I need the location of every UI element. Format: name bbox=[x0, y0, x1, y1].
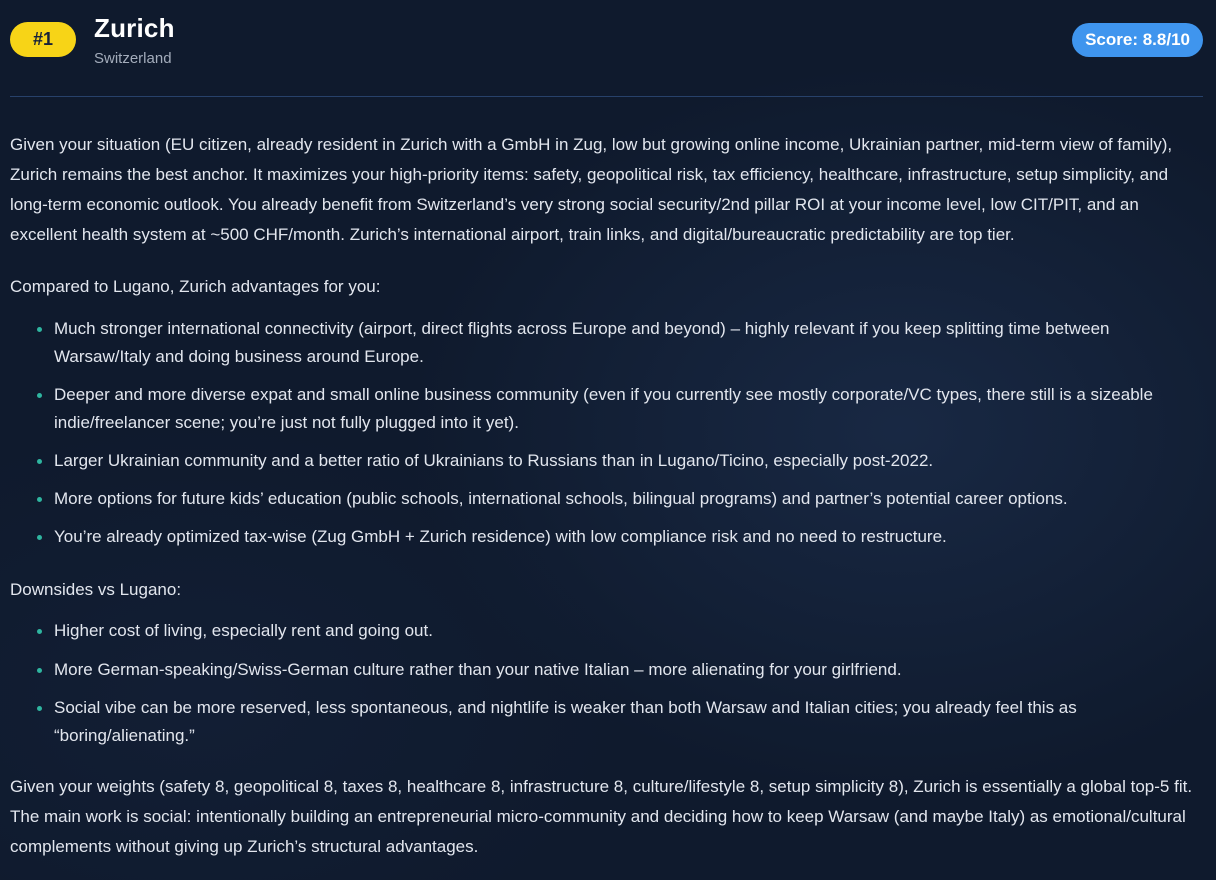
list-item bbox=[10, 381, 1203, 437]
list-item bbox=[10, 523, 1203, 551]
list-item-text: Larger Ukrainian community and a better ratio of Ukrainians to Russians than in Lugano/Ticino, especially post-2022. bbox=[54, 451, 934, 470]
advantages-heading: Compared to Lugano, Zurich advantages for you: bbox=[10, 277, 381, 296]
list-item-text: Social vibe can be more reserved, less spontaneous, and nightlife is weaker than both Warsaw and Italian cities; you already feel this as “boring/alienating.” bbox=[54, 698, 1077, 745]
conclusion-paragraph: Given your weights (safety 8, geopolitical 8, taxes 8, healthcare 8, infrastructure 8, culture/lifestyle 8, setup simplicity 8), Zurich is essentially a global top-5 fit. The main work is social: intentionally building an entrepreneurial micro-community and deciding how to keep Warsaw (and maybe Italy) as emotional/cultural complements without giving up Zurich’s structural advantages. bbox=[10, 777, 1193, 856]
bullet-dot bbox=[37, 706, 42, 711]
list-item bbox=[10, 485, 1203, 513]
list-item-text: You’re already optimized tax-wise (Zug GmbH + Zurich residence) with low compliance risk and no need to restructure. bbox=[54, 527, 947, 546]
bullet-dot bbox=[37, 497, 42, 502]
list-item bbox=[10, 617, 1203, 645]
list-item-text: More options for future kids’ education (public schools, international schools, bilingual programs) and partner’s potential career options. bbox=[54, 489, 1068, 508]
list-item-text: Higher cost of living, especially rent and going out. bbox=[54, 621, 433, 640]
bullet-dot bbox=[37, 668, 42, 673]
country-subtitle: Switzerland bbox=[94, 50, 172, 67]
bullet-dot bbox=[37, 327, 42, 332]
city-title: Zurich bbox=[94, 13, 175, 43]
list-item-text: Much stronger international connectivity (airport, direct flights across Europe and beyond) – highly relevant if you keep splitting time between Warsaw/Italy and doing business around Europe. bbox=[54, 319, 1110, 366]
list-item-text: Deeper and more diverse expat and small online business community (even if you currently see mostly corporate/VC types, there still is a sizeable indie/freelancer scene; you’re just not fully plugged into it yet). bbox=[54, 385, 1153, 432]
score-badge: Score: 8.8/10 bbox=[1072, 23, 1203, 57]
bullet-dot bbox=[37, 393, 42, 398]
list-item bbox=[10, 656, 1203, 684]
list-item bbox=[10, 315, 1203, 371]
bullet-dot bbox=[37, 629, 42, 634]
list-item bbox=[10, 694, 1203, 750]
advantages-list bbox=[10, 315, 1203, 551]
list-item bbox=[10, 447, 1203, 475]
city-card bbox=[10, 0, 1203, 880]
intro-paragraph: Given your situation (EU citizen, already resident in Zurich with a GmbH in Zug, low but growing online income, Ukrainian partner, mid-term view of family), Zurich remains the best anchor. It maximizes your high-priority items: safety, geopolitical risk, tax efficiency, healthcare, infrastructure, setup simplicity, and long-term economic outlook. You already benefit from Switzerland’s very strong social security/2nd pillar ROI at your income level, low CIT/PIT, and an excellent health system at ~500 CHF/month. Zurich’s international airport, train links, and digital/bureaucratic predictability are top tier. bbox=[10, 135, 1173, 244]
bullet-dot bbox=[37, 459, 42, 464]
list-item-text: More German-speaking/Swiss-German culture rather than your native Italian – more alienating for your girlfriend. bbox=[54, 660, 902, 679]
bullet-dot bbox=[37, 535, 42, 540]
downsides-list bbox=[10, 617, 1203, 750]
card-header bbox=[10, 0, 1203, 97]
rank-badge: #1 bbox=[10, 22, 76, 57]
downsides-heading: Downsides vs Lugano: bbox=[10, 580, 182, 599]
